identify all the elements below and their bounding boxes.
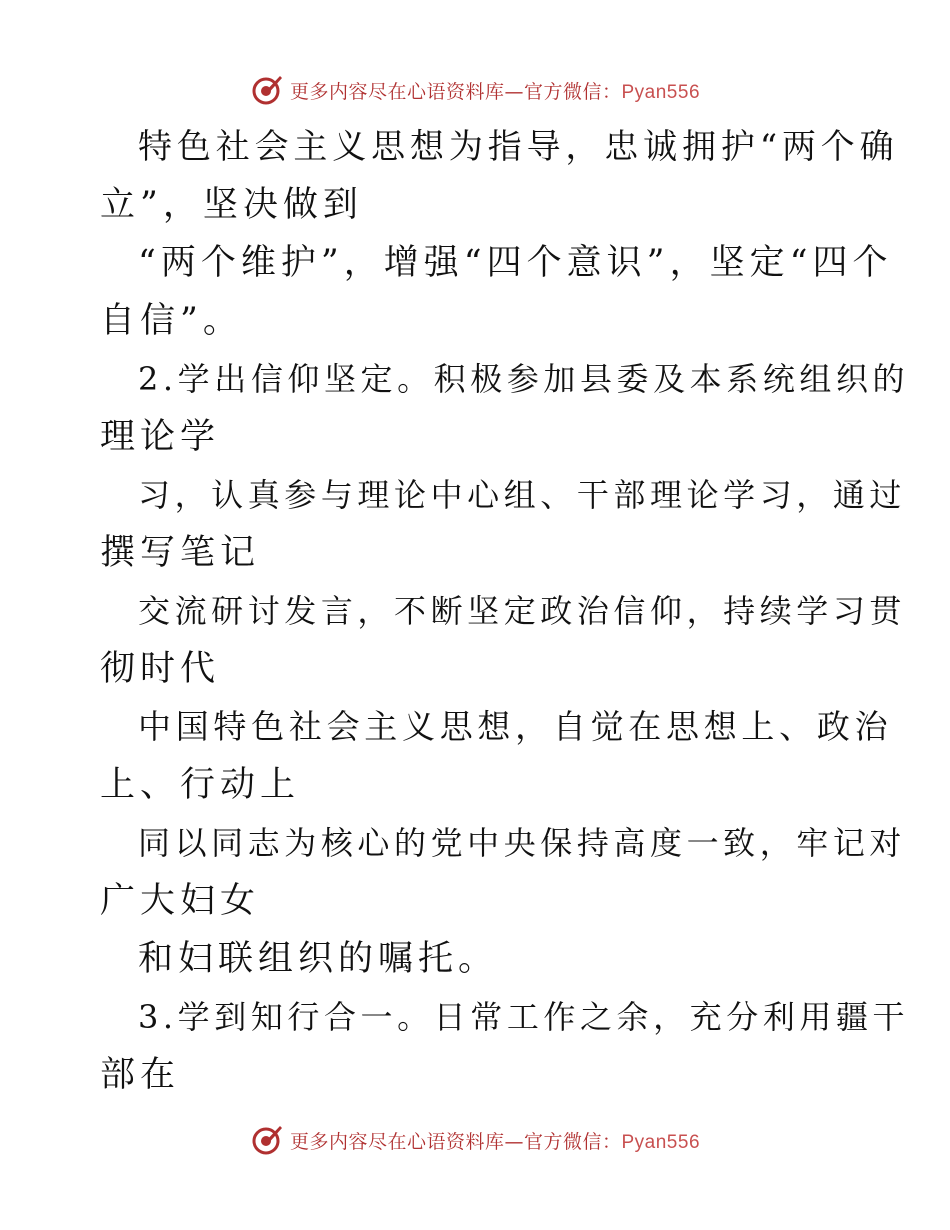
watermark-text (290, 77, 700, 104)
watermark-label: 更多内容尽在心语资料库—官方微信： (289, 1130, 622, 1153)
watermark-id: Pyan556 (621, 81, 701, 103)
text-line: 广大妇女 (100, 881, 261, 921)
quill-logo-icon (250, 1123, 284, 1157)
text-line: 理论学 (100, 417, 221, 457)
text-line: 彻时代 (100, 649, 221, 689)
text-line: 习，认真参与理论中心组、干部理论学习，通过 (138, 476, 907, 514)
text-line: 特色社会主义思想为指导，忠诚拥护“两个确 (138, 127, 899, 167)
text-line: 3.学到知行合一。日常工作之余，充分利用疆干 (138, 998, 910, 1036)
watermark-text (290, 1127, 700, 1154)
text-line: 撰写笔记 (100, 533, 261, 573)
header-watermark (0, 70, 950, 110)
text-line: “两个维护”，增强“四个意识”，坚定“四个 (138, 243, 893, 283)
text-line: 上、行动上 (100, 765, 301, 805)
text-line: 部在 (100, 1055, 181, 1095)
text-line: 自信”。 (100, 301, 243, 341)
footer-watermark (0, 1120, 950, 1160)
text-line: 中国特色社会主义思想，自觉在思想上、政治 (138, 707, 893, 746)
text-line: 和妇联组织的嘱托。 (138, 939, 499, 979)
watermark-id: Pyan556 (621, 1131, 701, 1153)
text-line: 立”，坚决做到 (100, 185, 363, 225)
text-line: 交流研讨发言，不断坚定政治信仰，持续学习贯 (138, 592, 907, 630)
watermark-label: 更多内容尽在心语资料库—官方微信： (289, 80, 622, 103)
text-line: 2.学出信仰坚定。积极参加县委及本系统组织的 (138, 360, 910, 398)
quill-logo-icon (250, 73, 284, 107)
text-line: 同以同志为核心的党中央保持高度一致，牢记对 (138, 824, 907, 862)
